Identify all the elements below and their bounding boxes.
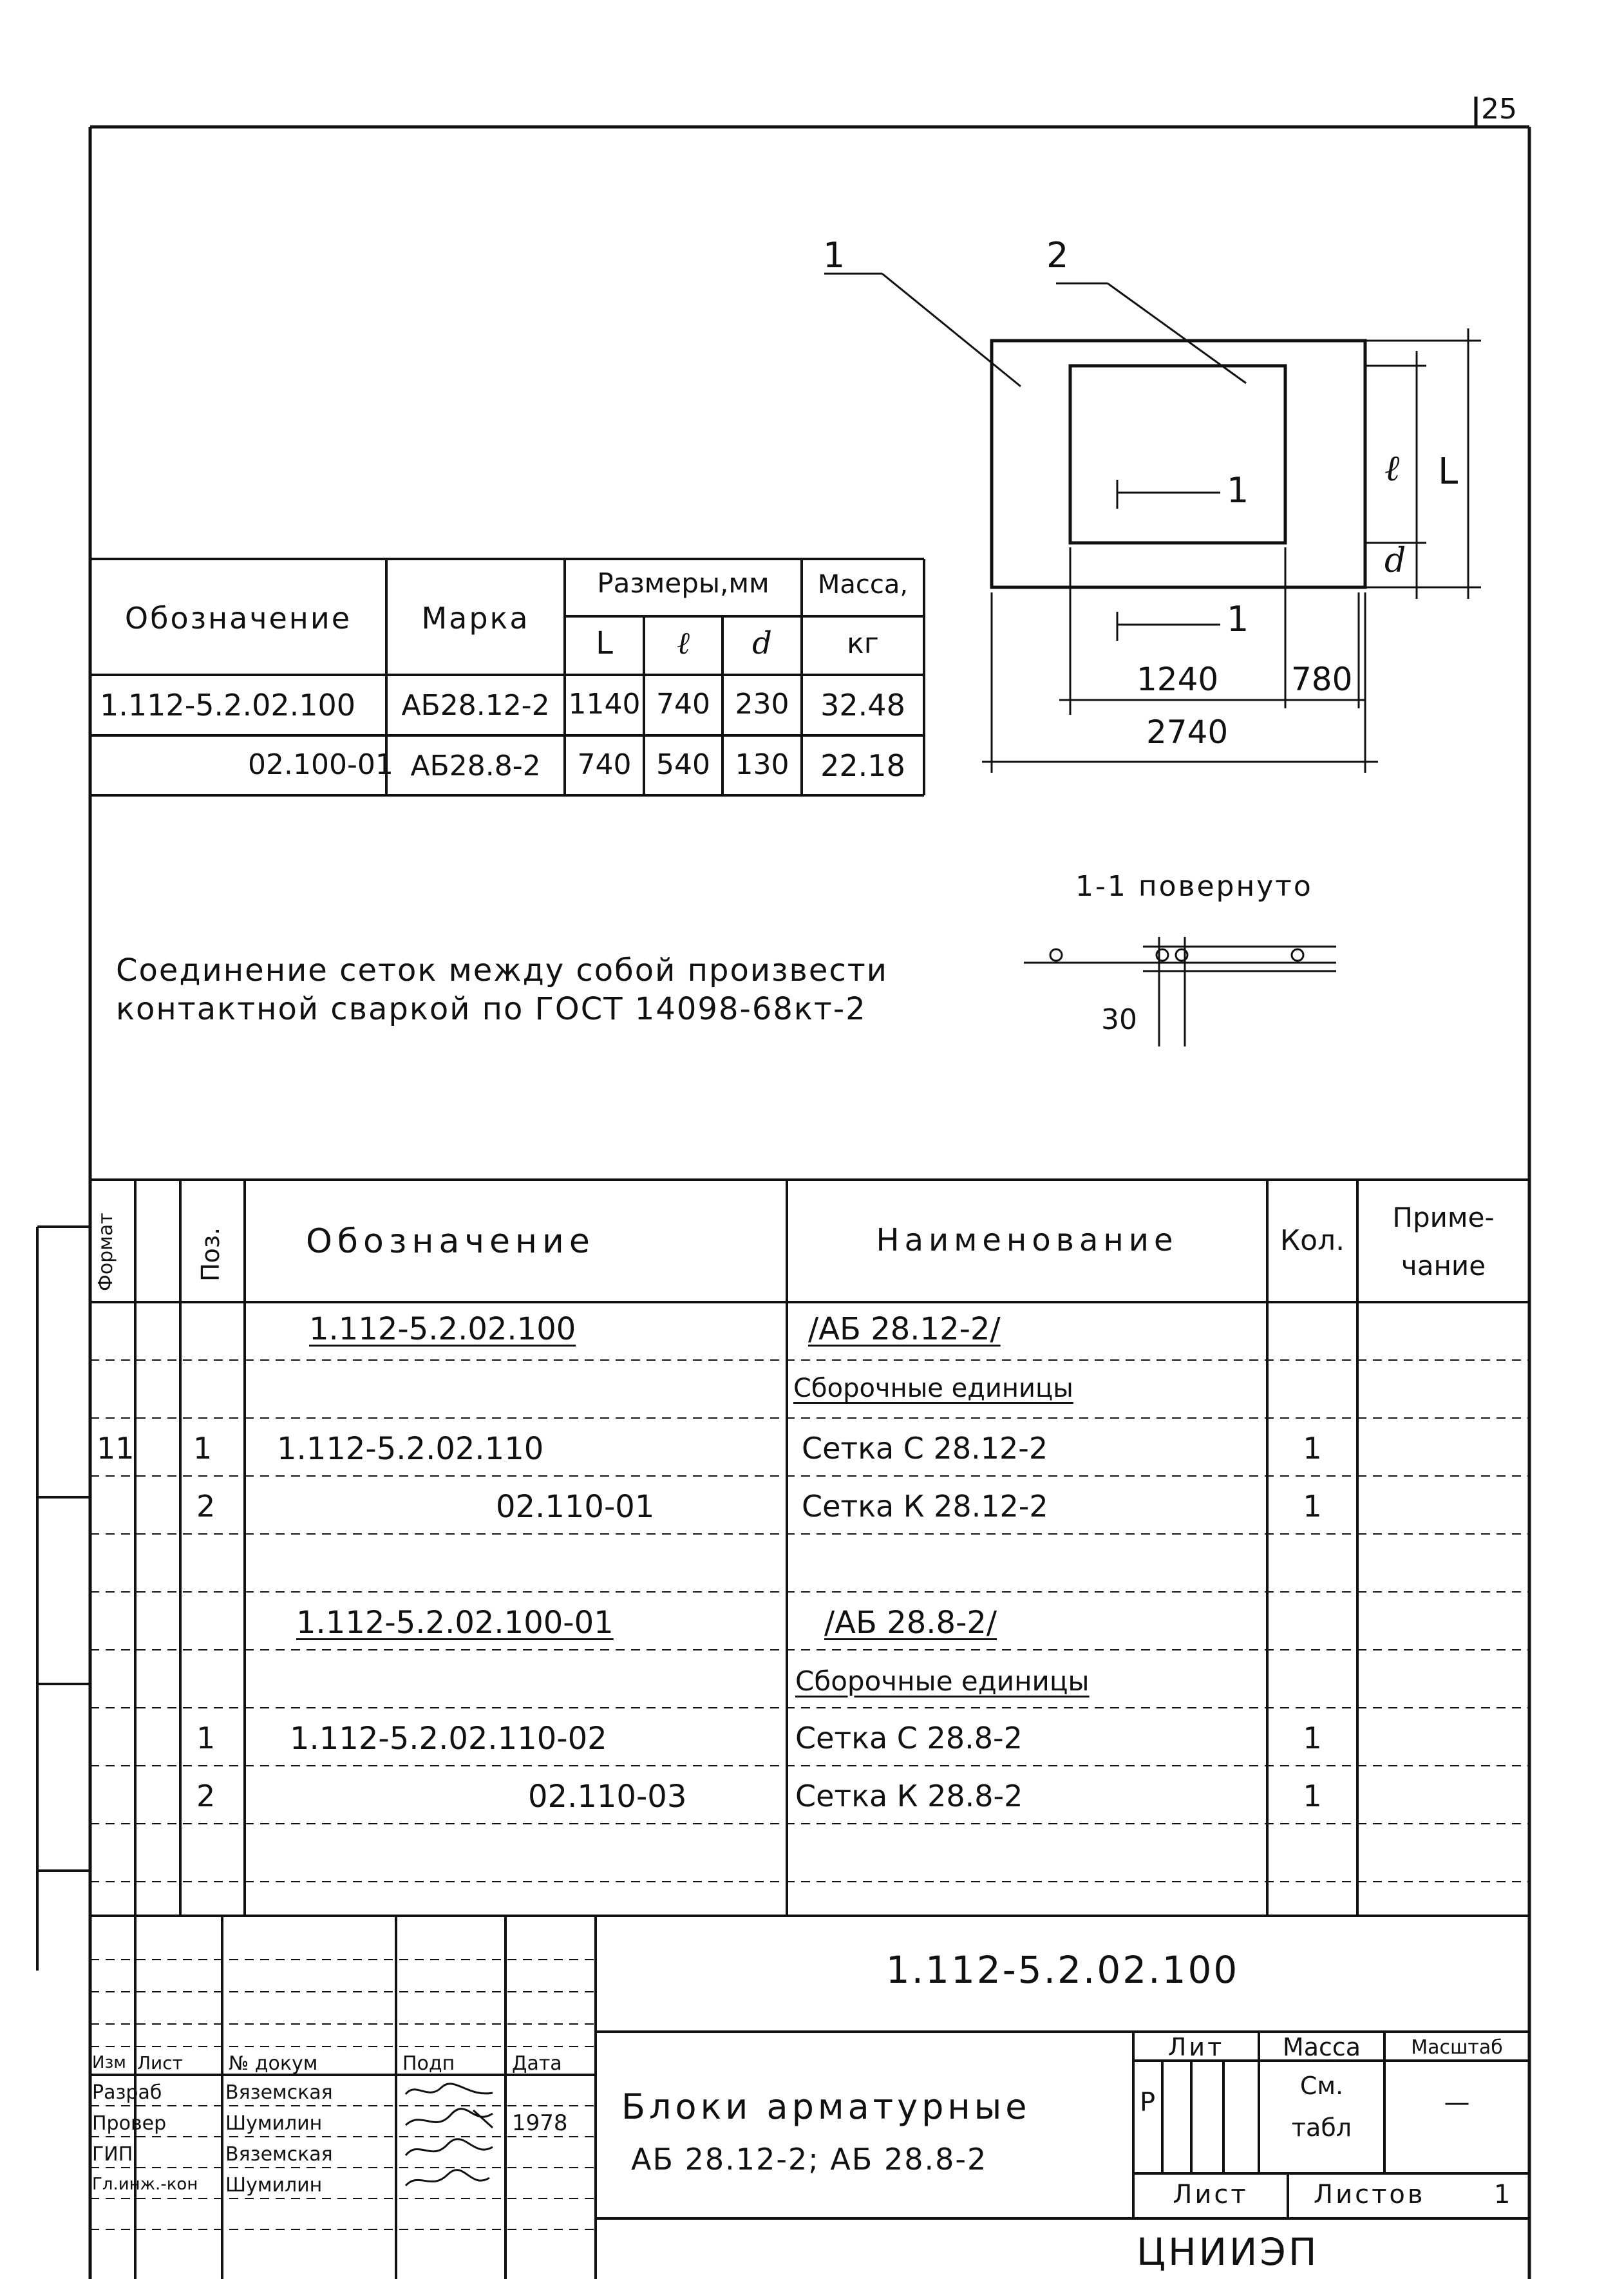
sheet-label: Лист — [1173, 2180, 1249, 2209]
dimension-label: d — [1384, 542, 1406, 580]
column-header: Размеры,мм — [597, 567, 770, 599]
dimension-label: 2740 — [1146, 714, 1229, 751]
column-header: Приме- — [1392, 1202, 1495, 1233]
scale-label: Масштаб — [1411, 2036, 1503, 2059]
column-header: Кол. — [1279, 1224, 1345, 1257]
table-cell: Сборочные единицы — [795, 1665, 1090, 1697]
role-label: Разраб — [92, 2081, 162, 2104]
table-cell: 1 — [1303, 1721, 1322, 1755]
drawing-subtitle: АБ 28.12-2; АБ 28.8-2 — [631, 2142, 988, 2177]
table-cell: 02.110-03 — [528, 1779, 687, 1815]
table-cell: 02.100-01 — [248, 748, 393, 781]
dimension-label: 780 — [1291, 661, 1353, 698]
section-mark: 1 — [1227, 599, 1249, 639]
column-subheader: L — [596, 625, 613, 661]
table-cell: Сетка К 28.12-2 — [802, 1489, 1048, 1524]
table-cell: 1.112-5.2.02.100-01 — [296, 1605, 614, 1641]
column-header: Формат — [95, 1213, 117, 1291]
table-cell: 22.18 — [820, 748, 905, 783]
lit-label: Лит — [1167, 2033, 1225, 2061]
table-cell: 1.112-5.2.02.110 — [277, 1431, 544, 1467]
callout-label: 1 — [823, 235, 845, 276]
table-cell: АБ28.8-2 — [410, 750, 541, 782]
mass-label: Масса — [1282, 2033, 1361, 2061]
mass-value: табл — [1291, 2114, 1352, 2142]
column-header: Подп — [402, 2052, 455, 2075]
dimension-label: ℓ — [1384, 448, 1400, 489]
table-cell: 2 — [196, 1489, 216, 1524]
sheets-label: Листов — [1314, 2180, 1426, 2209]
role-label: ГИП — [92, 2143, 133, 2166]
column-header: Обозначение — [306, 1222, 595, 1261]
table-cell: 1 — [1303, 1489, 1322, 1524]
table-cell: 540 — [656, 748, 710, 781]
organization-name: ЦНИИЭП — [1137, 2230, 1319, 2274]
doc-code: 1.112-5.2.02.100 — [885, 1948, 1240, 1992]
column-subheader: d — [752, 625, 772, 661]
table-cell: Сетка К 28.8-2 — [795, 1779, 1023, 1813]
column-header: Наименование — [876, 1222, 1178, 1258]
column-header: чание — [1401, 1250, 1486, 1281]
page-number: 25 — [1481, 93, 1517, 126]
column-header: Обозначение — [124, 601, 352, 636]
column-header: Лист — [137, 2052, 183, 2074]
column-header: кг — [847, 627, 879, 660]
table-cell: 1 — [196, 1721, 216, 1755]
table-cell: 1 — [1303, 1431, 1322, 1466]
table-cell: АБ28.12-2 — [401, 689, 550, 722]
table-cell: 32.48 — [820, 688, 905, 723]
sheets-value: 1 — [1494, 2180, 1511, 2209]
section-mark: 1 — [1227, 470, 1249, 511]
table-cell: 2 — [196, 1779, 216, 1813]
table-cell: /АБ 28.8-2/ — [824, 1605, 997, 1641]
person-name: Вяземская — [225, 2081, 333, 2104]
note-line: Соединение сеток между собой произвести — [116, 952, 888, 988]
role-label: Провер — [92, 2112, 167, 2135]
dimension-label: L — [1438, 451, 1459, 493]
mass-value: См. — [1299, 2072, 1344, 2100]
table-cell: 740 — [656, 688, 710, 721]
drawing-title: Блоки арматурные — [621, 2086, 1031, 2127]
column-header: Изм — [92, 2053, 126, 2072]
callout-label: 2 — [1046, 235, 1069, 276]
column-header: Масса, — [817, 570, 909, 600]
section-title: 1-1 повернуто — [1075, 870, 1313, 903]
column-header: № докум — [229, 2052, 318, 2075]
section-dimension: 30 — [1101, 1003, 1137, 1036]
table-cell: 1 — [1303, 1779, 1322, 1813]
signatures — [396, 2075, 505, 2204]
table-cell: 740 — [577, 748, 632, 781]
table-cell: 130 — [735, 748, 789, 781]
table-cell: 1.112-5.2.02.110-02 — [290, 1721, 607, 1757]
table-cell: Сетка С 28.12-2 — [802, 1431, 1048, 1466]
column-subheader: ℓ — [677, 625, 690, 661]
table-cell: 1.112-5.2.02.100 — [309, 1311, 576, 1347]
person-name: Шумилин — [225, 2174, 323, 2197]
table-cell: 1.112-5.2.02.100 — [100, 688, 356, 723]
table-cell: 02.110-01 — [496, 1489, 655, 1525]
dimension-label: 1240 — [1137, 661, 1219, 698]
note-line: контактной сваркой по ГОСТ 14098-68кт-2 — [116, 991, 867, 1027]
person-name: Вяземская — [225, 2143, 333, 2166]
column-header: Дата — [512, 2052, 562, 2075]
sign-date: 1978 — [512, 2110, 568, 2136]
scale-value: — — [1444, 2088, 1470, 2117]
table-cell: Сетка С 28.8-2 — [795, 1721, 1023, 1755]
table-cell: Сборочные единицы — [793, 1374, 1073, 1403]
table-cell: 230 — [735, 688, 789, 721]
table-cell: 1 — [193, 1431, 212, 1466]
table-cell: /АБ 28.12-2/ — [808, 1311, 1001, 1347]
table-cell: 1140 — [568, 688, 641, 721]
table-cell: 11 — [97, 1431, 135, 1466]
lit-value: Р — [1140, 2088, 1156, 2117]
role-label: Гл.инж.-кон — [92, 2175, 198, 2194]
column-header: Поз. — [196, 1227, 225, 1281]
column-header: Марка — [421, 601, 530, 636]
person-name: Шумилин — [225, 2112, 323, 2135]
